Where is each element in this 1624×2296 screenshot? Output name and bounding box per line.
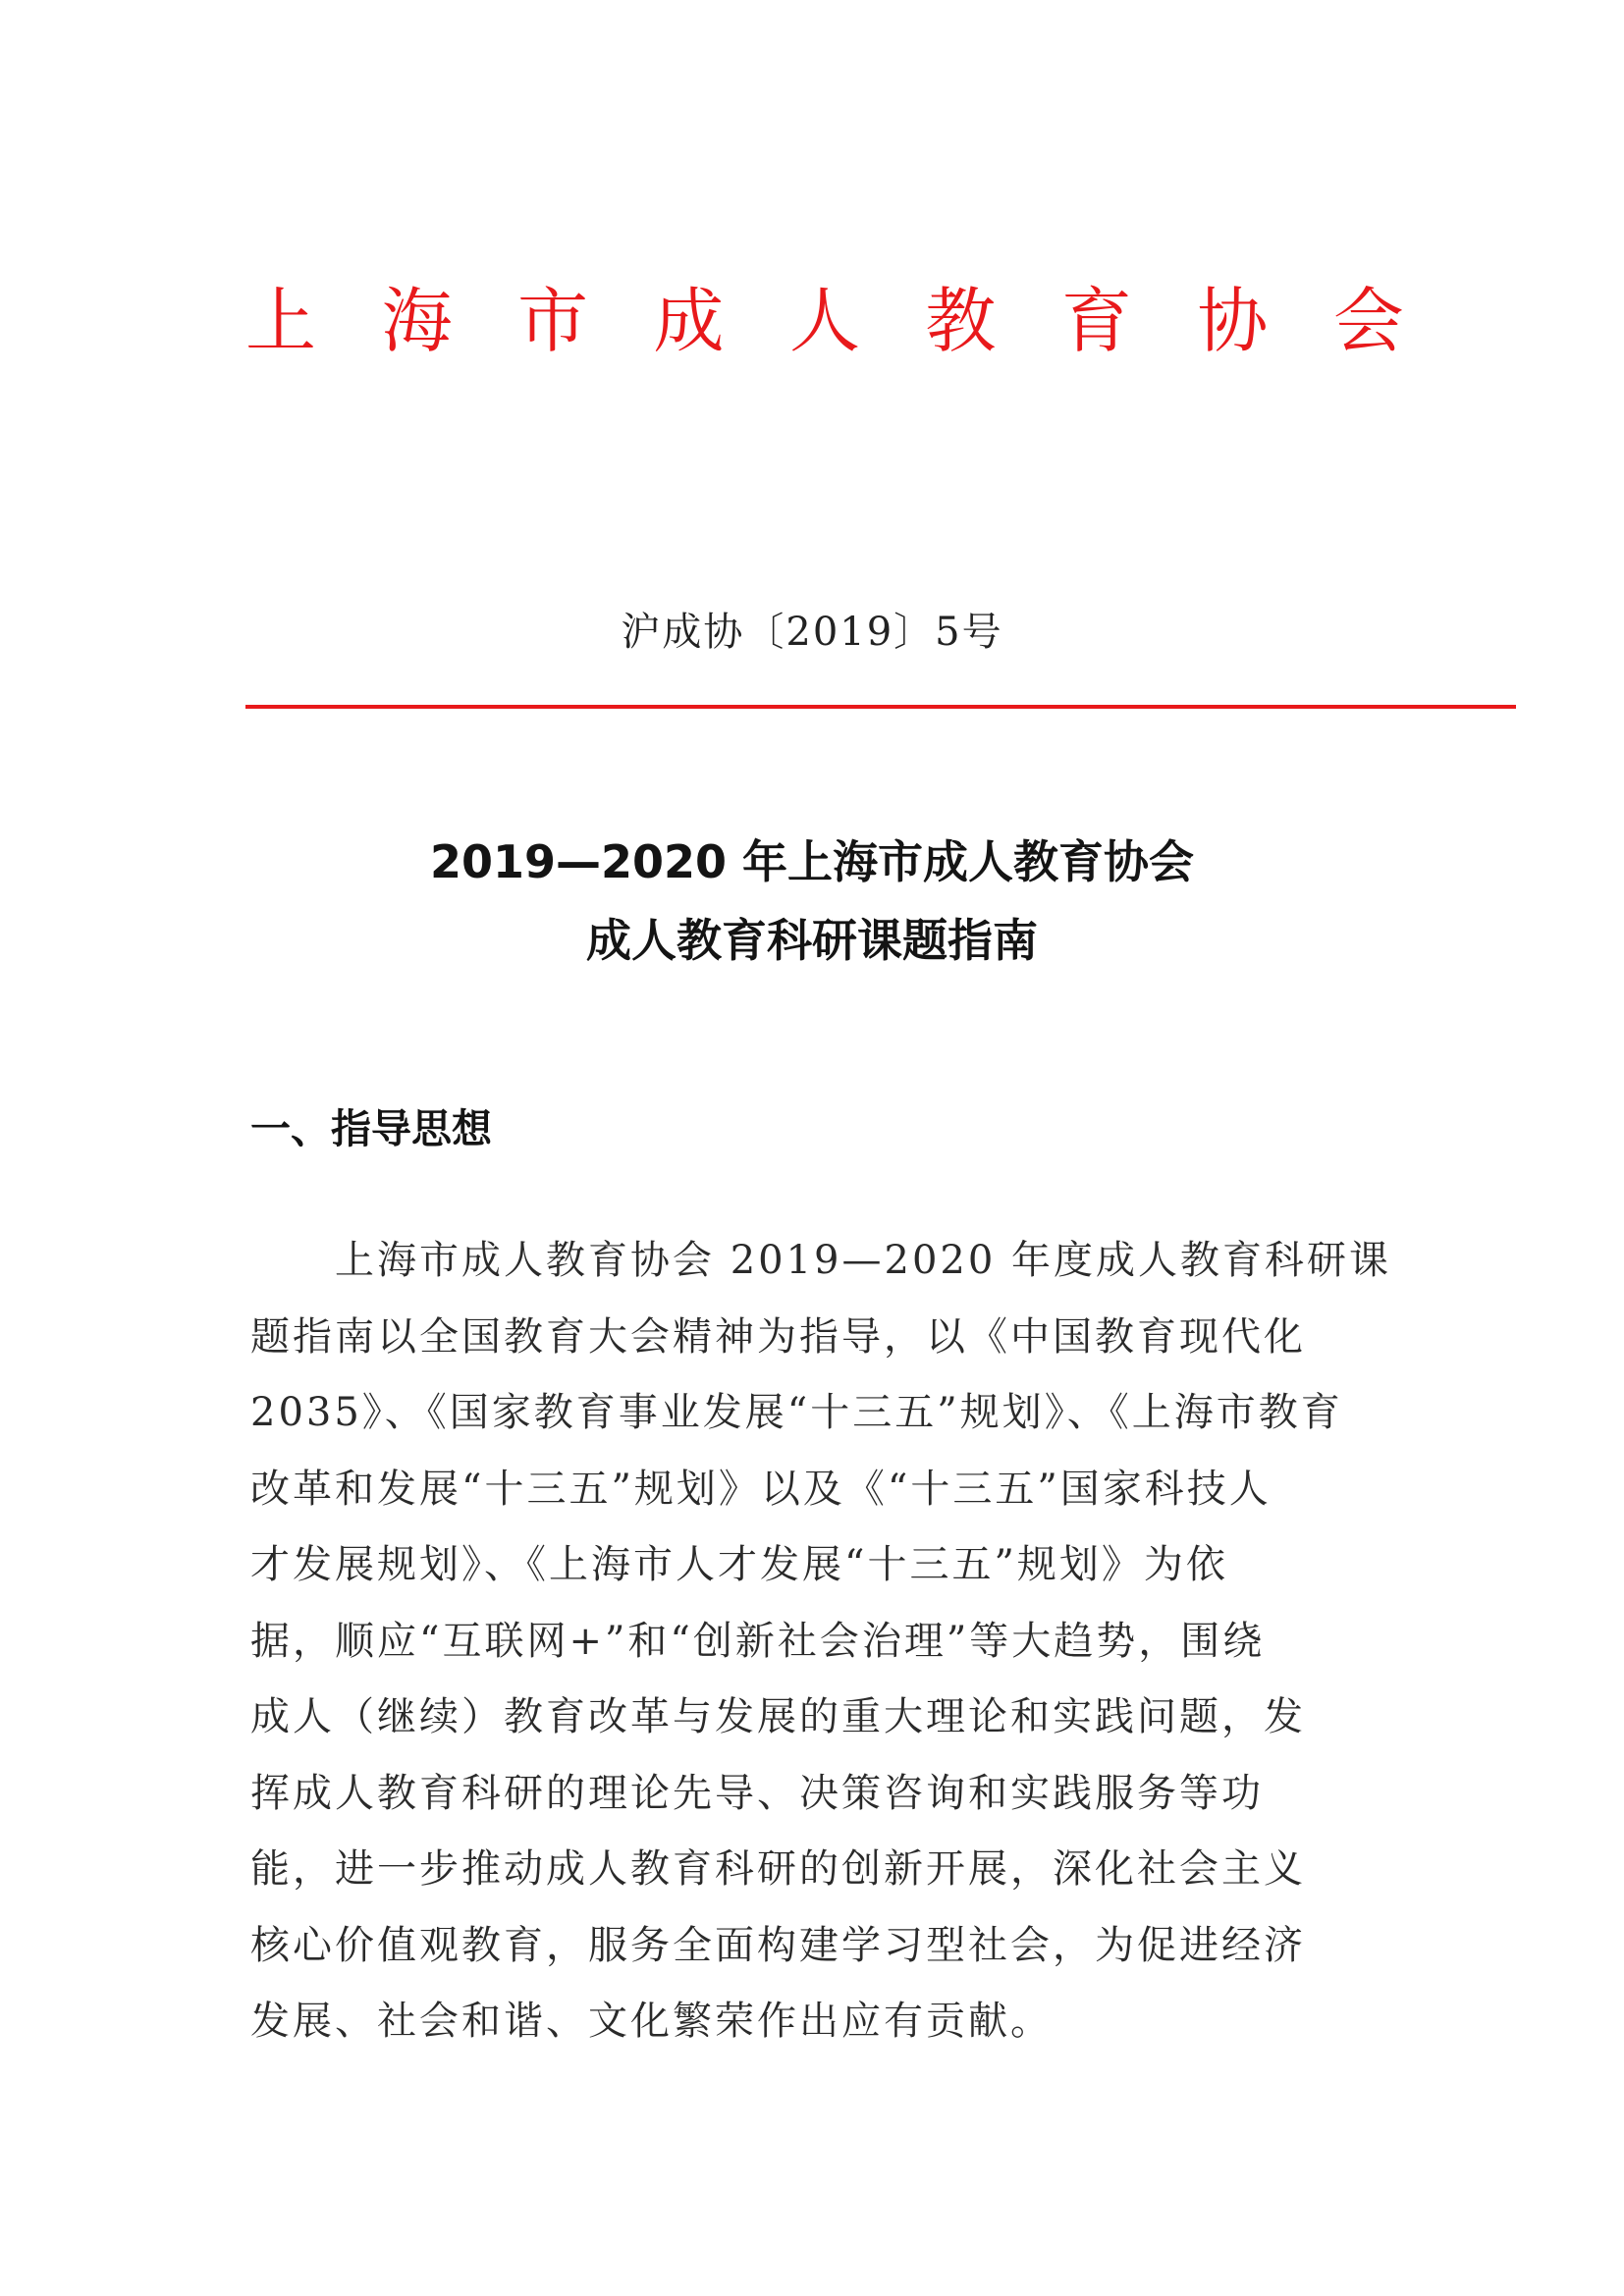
paragraph-line: 发展、社会和谐、文化繁荣作出应有贡献。 (250, 1999, 1053, 2044)
document-number: 沪成协〔2019〕5号 (621, 610, 1003, 655)
paragraph-line: 能，进一步推动成人教育科研的创新开展，深化社会主义 (250, 1846, 1306, 1892)
organization-title-char: 海 (381, 280, 453, 362)
header-divider (245, 705, 1516, 709)
organization-title-char: 人 (788, 280, 860, 362)
organization-title-char: 协 (1197, 280, 1269, 362)
organization-title-char: 市 (516, 280, 588, 362)
paragraph-line: 上海市成人教育协会 2019—2020 年度成人教育科研课 (335, 1238, 1392, 1283)
paragraph-line: 改革和发展“十三五”规划》以及《“十三五”国家科技人 (250, 1466, 1272, 1512)
document-title-line-2: 成人教育科研课题指南 (586, 914, 1038, 967)
organization-title-char: 育 (1060, 280, 1132, 362)
paragraph-line: 核心价值观教育，服务全面构建学习型社会，为促进经济 (250, 1922, 1306, 1968)
organization-title-char: 上 (245, 280, 317, 362)
document-title (0, 823, 1624, 980)
section-heading-guiding-ideology: 一、指导思想 (250, 1105, 492, 1152)
document-title-line-1: 2019—2020 年上海市成人教育协会 (429, 835, 1195, 888)
paragraph-line: 2035》、《国家教育事业发展“十三五”规划》、《上海市教育 (250, 1390, 1343, 1435)
organization-title-char: 教 (925, 280, 997, 362)
organization-title-char: 成 (653, 280, 725, 362)
organization-title-char: 会 (1332, 280, 1404, 362)
paragraph-line: 挥成人教育科研的理论先导、决策咨询和实践服务等功 (250, 1770, 1264, 1816)
paragraph-line: 据，顺应“互联网+”和“创新社会治理”等大趋势，围绕 (250, 1618, 1266, 1664)
paragraph-line: 题指南以全国教育大会精神为指导，以《中国教育现代化 (250, 1313, 1306, 1360)
organization-title (245, 267, 1404, 375)
section-body-paragraph (250, 1223, 1392, 2060)
paragraph-line: 才发展规划》、《上海市人才发展“十三五”规划》为依 (250, 1542, 1228, 1587)
paragraph-line: 成人（继续）教育改革与发展的重大理论和实践问题，发 (250, 1694, 1306, 1739)
